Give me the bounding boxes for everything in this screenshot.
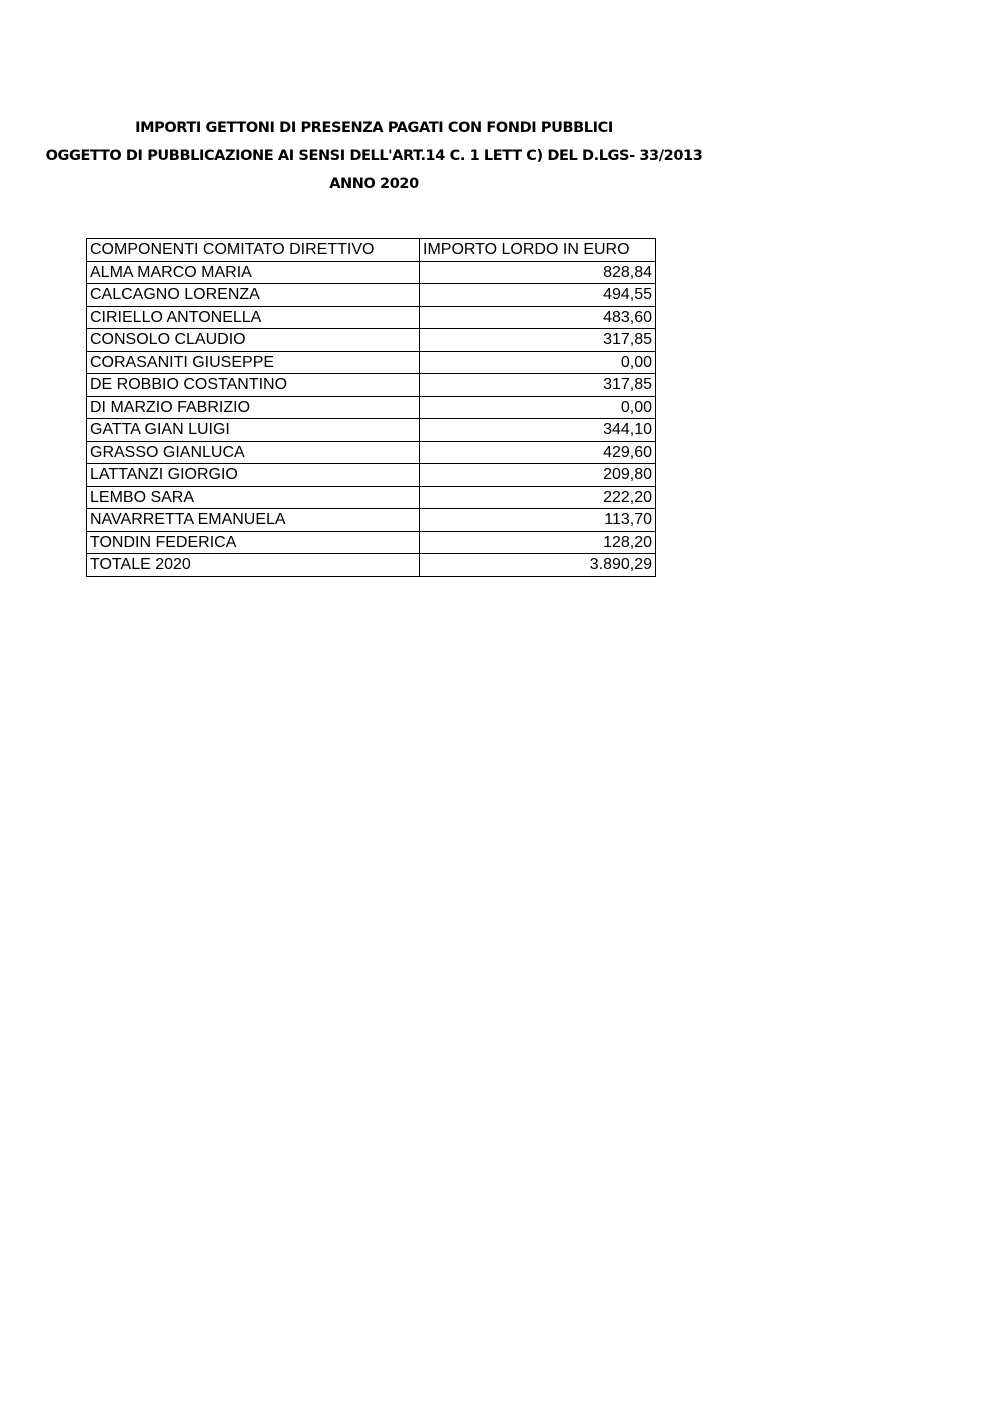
table-row <box>87 441 656 464</box>
row-name: CONSOLO CLAUDIO <box>87 329 420 352</box>
table-row <box>87 374 656 397</box>
payments-table-body <box>87 239 656 577</box>
header-subtitle: OGGETTO DI PUBBLICAZIONE AI SENSI DELL'ART.14 C. 1 LETT C) DEL D.LGS- 33/2013 <box>45 148 703 164</box>
table-row <box>87 531 656 554</box>
total-label: TOTALE 2020 <box>87 554 420 577</box>
table-row <box>87 329 656 352</box>
row-name: DE ROBBIO COSTANTINO <box>87 374 420 397</box>
row-name: GRASSO GIANLUCA <box>87 441 420 464</box>
table-row <box>87 419 656 442</box>
table-total-row <box>87 554 656 577</box>
table-row <box>87 464 656 487</box>
payments-table <box>86 238 656 577</box>
table-row <box>87 351 656 374</box>
row-amount: 317,85 <box>420 329 656 352</box>
row-name: CALCAGNO LORENZA <box>87 284 420 307</box>
row-amount: 317,85 <box>420 374 656 397</box>
row-name: ALMA MARCO MARIA <box>87 261 420 284</box>
row-name: CIRIELLO ANTONELLA <box>87 306 420 329</box>
row-amount: 494,55 <box>420 284 656 307</box>
table-header-row <box>87 239 656 262</box>
row-amount: 222,20 <box>420 486 656 509</box>
row-amount: 0,00 <box>420 351 656 374</box>
row-name: GATTA GIAN LUIGI <box>87 419 420 442</box>
row-amount: 128,20 <box>420 531 656 554</box>
column-header-name: COMPONENTI COMITATO DIRETTIVO <box>87 239 420 262</box>
table-row <box>87 306 656 329</box>
row-amount: 344,10 <box>420 419 656 442</box>
document-header <box>45 118 703 202</box>
row-name: TONDIN FEDERICA <box>87 531 420 554</box>
row-name: NAVARRETTA EMANUELA <box>87 509 420 532</box>
row-name: LEMBO SARA <box>87 486 420 509</box>
row-name: CORASANITI GIUSEPPE <box>87 351 420 374</box>
table-row <box>87 261 656 284</box>
row-amount: 113,70 <box>420 509 656 532</box>
row-name: DI MARZIO FABRIZIO <box>87 396 420 419</box>
row-amount: 828,84 <box>420 261 656 284</box>
row-amount: 209,80 <box>420 464 656 487</box>
table-row <box>87 396 656 419</box>
table-row <box>87 509 656 532</box>
row-amount: 483,60 <box>420 306 656 329</box>
table-row <box>87 284 656 307</box>
row-amount: 429,60 <box>420 441 656 464</box>
total-amount: 3.890,29 <box>420 554 656 577</box>
header-title: IMPORTI GETTONI DI PRESENZA PAGATI CON FONDI PUBBLICI <box>135 120 613 136</box>
header-subtitle-container <box>45 146 703 174</box>
header-year: ANNO 2020 <box>329 176 419 192</box>
row-amount: 0,00 <box>420 396 656 419</box>
row-name: LATTANZI GIORGIO <box>87 464 420 487</box>
table-row <box>87 486 656 509</box>
column-header-amount: IMPORTO LORDO IN EURO <box>420 239 656 262</box>
